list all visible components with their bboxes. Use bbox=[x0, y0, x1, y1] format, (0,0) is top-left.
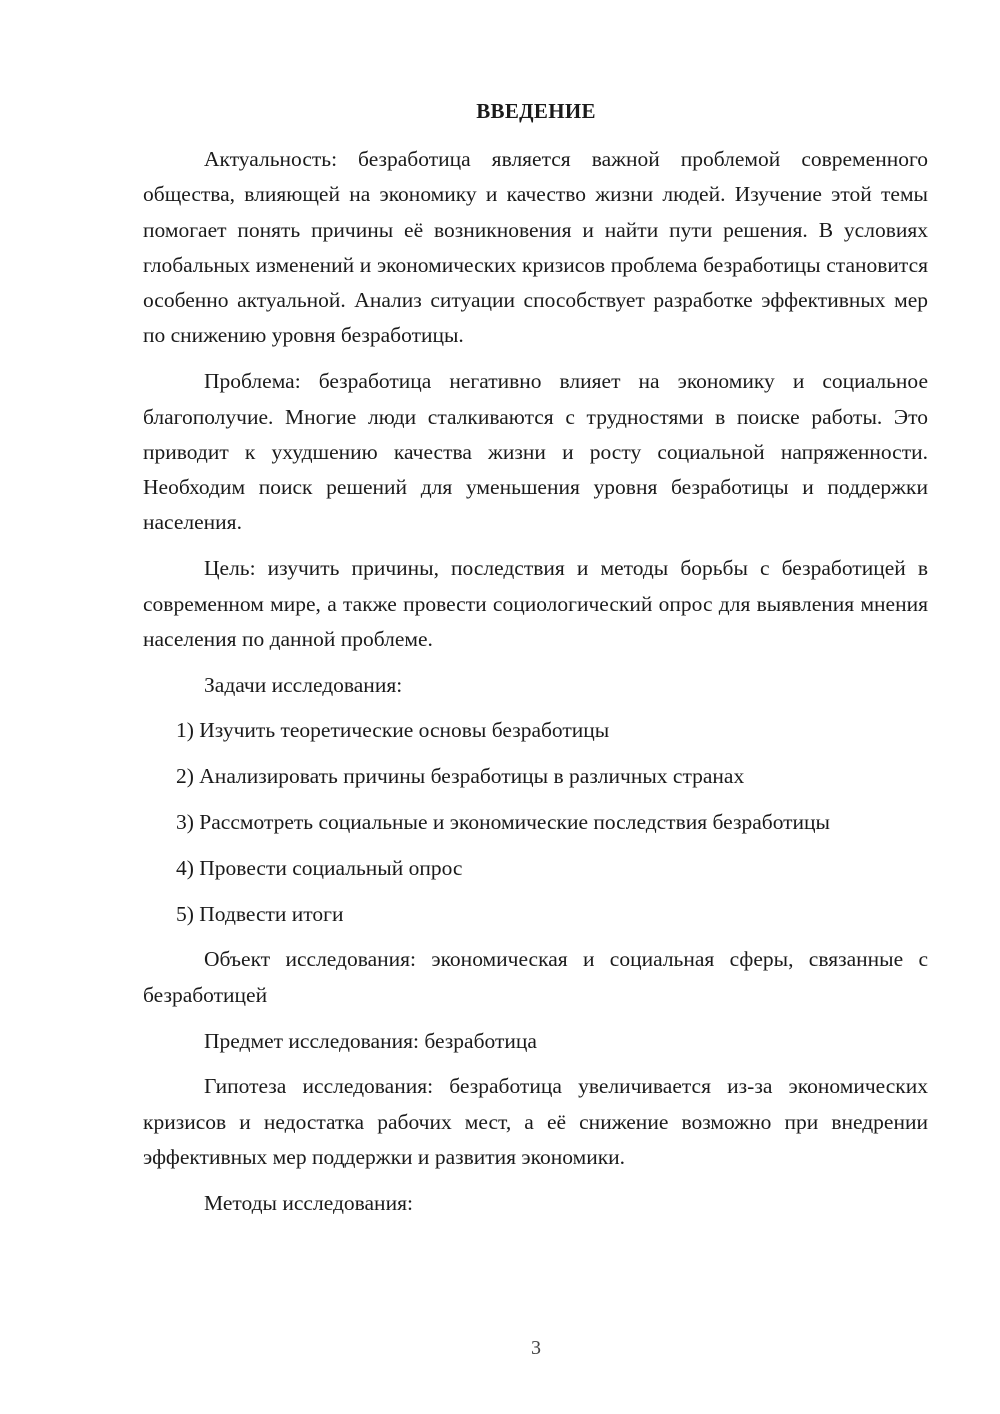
relevance-paragraph: Актуальность: безработица является важной проблемой современного общества, влияющей на экономику и качество жизни людей. Изучение этой темы помогает понять причины её возникновения и найти пути решения. В условиях глобальных изменений и экономических кризисов проблема безработицы становится особенно актуальной. Анализ ситуации способствует разработке эффективных мер по снижению уровня безработицы. bbox=[143, 147, 928, 348]
document-body bbox=[143, 142, 928, 1232]
problem-paragraph: Проблема: безработица негативно влияет на экономику и социальное благополучие. Многие люди сталкиваются с трудностями в поиске работы. Это приводит к ухудшению качества жизни и росту социальной напряженности. Необходим поиск решений для уменьшения уровня безработицы и поддержки населения. bbox=[143, 369, 928, 535]
object-paragraph: Объект исследования: экономическая и социальная сферы, связанные с безработицей bbox=[143, 947, 928, 1007]
task-item-2: 2) Анализировать причины безработицы в различных странах bbox=[176, 764, 745, 789]
task-item-5: 5) Подвести итоги bbox=[176, 901, 344, 926]
subject-paragraph: Предмет исследования: безработица bbox=[204, 1028, 537, 1053]
tasks-heading: Задачи исследования: bbox=[204, 672, 403, 697]
page-title: ВВЕДЕНИЕ bbox=[476, 99, 596, 123]
tasks-list bbox=[143, 713, 928, 931]
page-number: 3 bbox=[531, 1337, 541, 1359]
methods-heading: Методы исследования: bbox=[204, 1190, 413, 1215]
task-item-4: 4) Провести социальный опрос bbox=[176, 855, 463, 880]
goal-paragraph: Цель: изучить причины, последствия и методы борьбы с безработицей в современном мире, а также провести социологический опрос для выявления мнения населения по данной проблеме. bbox=[143, 556, 928, 651]
task-item-3: 3) Рассмотреть социальные и экономические последствия безработицы bbox=[176, 810, 831, 835]
task-item-1: 1) Изучить теоретические основы безработицы bbox=[176, 718, 610, 743]
hypothesis-paragraph: Гипотеза исследования: безработица увеличивается из-за экономических кризисов и недостатка рабочих мест, а её снижение возможно при внедрении эффективных мер поддержки и развития экономики. bbox=[143, 1074, 928, 1169]
